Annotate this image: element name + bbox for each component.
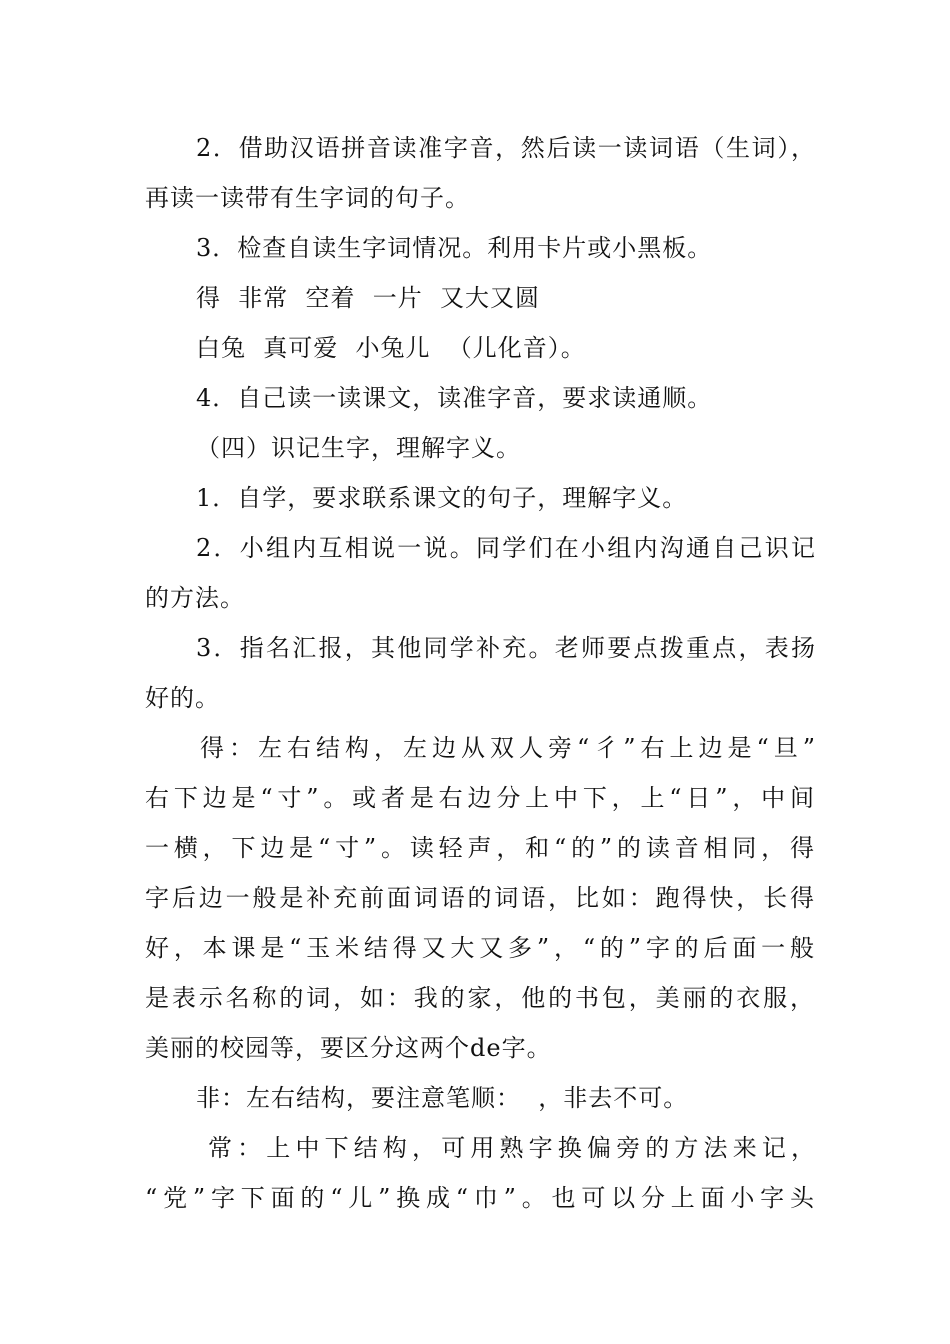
paragraph-line: 好，本课是“玉米结得又大又多”，“的”字的后面一般	[145, 934, 815, 962]
paragraph-line: 再读一读带有生字词的句子。	[145, 184, 470, 212]
vocabulary-line: 得 非常 空着 一片 又大又圆	[196, 284, 541, 312]
paragraph-line: 2．借助汉语拼音读准字音，然后读一读词语（生词），	[196, 134, 816, 162]
paragraph-line: 美丽的校园等，要区分这两个de字。	[145, 1034, 552, 1062]
paragraph-line: 得：左右结构，左边从双人旁“彳”右上边是“旦”	[200, 734, 816, 762]
section-heading: （四）识记生字，理解字义。	[196, 434, 521, 462]
paragraph-line: 字后边一般是补充前面词语的词语，比如：跑得快，长得	[145, 884, 815, 912]
paragraph-line: “党”字下面的“儿”换成“巾”。也可以分上面小字头	[145, 1184, 815, 1212]
paragraph-line: 4．自己读一读课文，读准字音，要求读通顺。	[196, 384, 713, 412]
paragraph-line: 好的。	[145, 684, 220, 712]
paragraph-line: 是表示名称的词，如：我的家，他的书包，美丽的衣服，	[145, 984, 815, 1012]
paragraph-line: 一横，下边是“寸”。读轻声，和“的”的读音相同，得	[145, 834, 815, 862]
paragraph-line: 3．指名汇报，其他同学补充。老师要点拨重点，表扬	[196, 634, 816, 662]
paragraph-line: 非：左右结构，要注意笔顺： ，非去不可。	[196, 1084, 689, 1112]
paragraph-line: 1．自学，要求联系课文的句子，理解字义。	[196, 484, 688, 512]
paragraph-line: 常：上中下结构，可用熟字换偏旁的方法来记，	[208, 1134, 816, 1162]
vocabulary-line: 白兔 真可爱 小兔儿 （儿化音）。	[196, 334, 586, 362]
paragraph-line: 3．检查自读生字词情况。利用卡片或小黑板。	[196, 234, 713, 262]
paragraph-line: 右下边是“寸”。或者是右边分上中下，上“日”，中间	[145, 784, 815, 812]
paragraph-line: 2．小组内互相说一说。同学们在小组内沟通自己识记	[196, 534, 816, 562]
paragraph-line: 的方法。	[145, 584, 245, 612]
